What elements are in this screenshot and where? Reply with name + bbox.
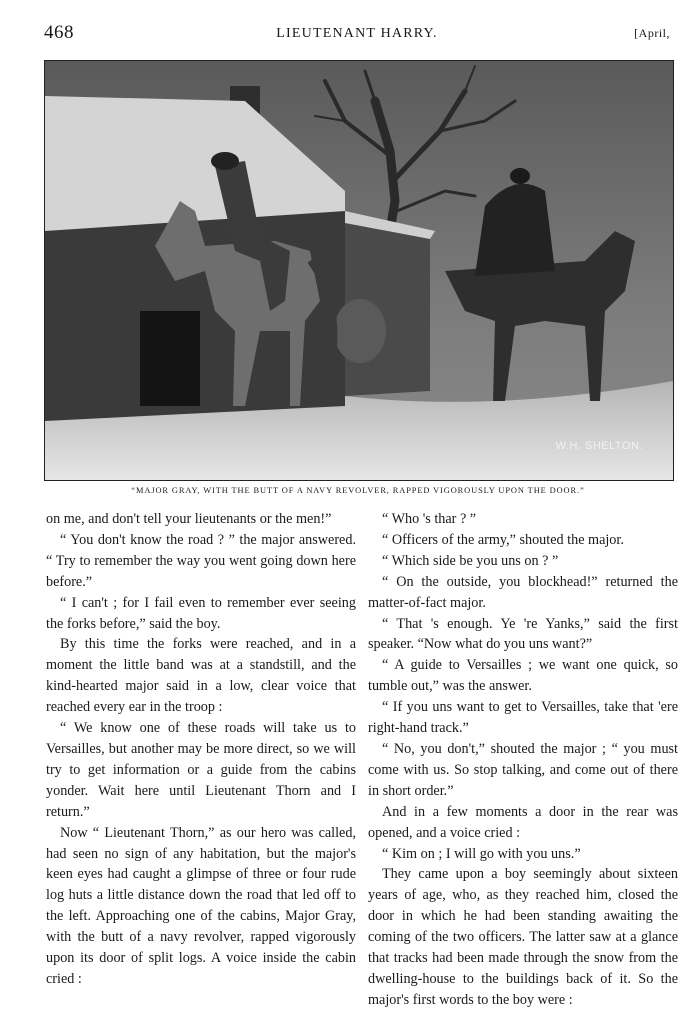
paragraph: “ No, you don't,” shouted the major ; “ you must come with us. So stop talking, and come out of there in short order.”	[368, 740, 678, 799]
winter-cabin-scene	[45, 61, 673, 480]
paragraph: “ I can't ; for I fail even to remember ever seeing the forks before,” said the boy.	[46, 594, 356, 632]
paragraph: Now “ Lieutenant Thorn,” as our hero was called, had seen no sign of any habitation, but the major's keen eyes had caught a glimpse of three or four rude log huts a little distance down the road that led off to the left. Approaching one of the cabins, Major Gray, with the butt of a navy revolver, rapped vigorously upon its door of split logs. A voice inside the cabin cried :	[46, 824, 356, 987]
right-column	[368, 509, 678, 1011]
paragraph: “ Who 's thar ? ”	[382, 511, 477, 527]
running-title: LIEUTENANT HARRY.	[276, 26, 438, 41]
artist-signature: W.H. SHELTON.	[555, 440, 643, 452]
paragraph: “ If you uns want to get to Versailles, take that 'ere right-hand track.”	[368, 699, 678, 737]
paragraph: They came upon a boy seemingly about sixteen years of age, who, as they reached him, closed the door in which he had been standing awaiting the coming of the two officers. The latter saw at a glance that tracks had been made through the snow from the dwelling-house to the buildings back of it. So the major's first words to the boy were :	[368, 866, 678, 1008]
illustration-caption: “MAJOR GRAY, WITH THE BUTT OF A NAVY REVOLVER, RAPPED VIGOROUSLY UPON THE DOOR.”	[131, 486, 585, 495]
illustration-plate	[44, 60, 674, 481]
paragraph: “ We know one of these roads will take us to Versailles, but another may be more direct, so we will try to get information or a guide from the cabins yonder. Wait here until Lieutenant Thorn and I return.”	[46, 720, 356, 820]
paragraph: on me, and don't tell your lieutenants or the men!”	[46, 511, 332, 527]
paragraph: “ Which side be you uns on ? ”	[382, 552, 559, 569]
cabin-door	[140, 311, 200, 406]
issue-month: [April,	[634, 26, 670, 40]
barrel	[334, 299, 386, 363]
page-number: 468	[44, 22, 74, 43]
paragraph: “ Officers of the army,” shouted the major.	[382, 531, 624, 548]
paragraph: By this time the forks were reached, and in a moment the little band was at a standstill, and the kind-hearted major said in a low, clear voice that reached every ear in the troop :	[46, 636, 356, 716]
left-column	[46, 509, 356, 990]
paragraph: “ Kim on ; I will go with you uns.”	[382, 845, 581, 862]
paragraph: “ On the outside, you blockhead!” returned the matter-of-fact major.	[368, 573, 678, 611]
paragraph: “ You don't know the road ? ” the major answered. “ Try to remember the way you went going down here before.”	[46, 531, 356, 590]
page-header	[44, 22, 670, 46]
paragraph: And in a few moments a door in the rear was opened, and a voice cried :	[368, 803, 678, 841]
paragraph: “ A guide to Versailles ; we want one quick, so tumble out,” was the answer.	[368, 657, 678, 695]
paragraph: “ That 's enough. Ye 're Yanks,” said the first speaker. “Now what do you uns want?”	[368, 615, 678, 653]
